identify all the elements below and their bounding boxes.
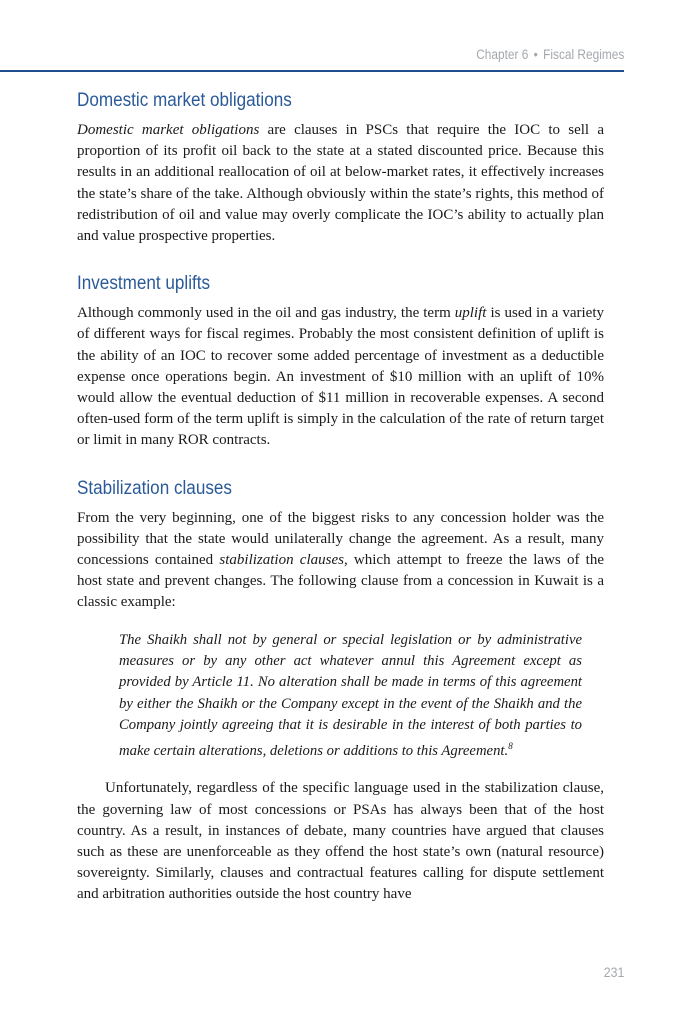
italic-term: Domestic market obligations — [77, 122, 260, 138]
chapter-label: Chapter 6 — [475, 47, 529, 62]
footnote-ref[interactable]: 8 — [508, 741, 513, 752]
page-number: 231 — [603, 964, 624, 980]
quote-text: The Shaikh shall not by general or special legislation or by administrative measures or by any other act whatever annul this Agreement except as provided by Article 11. No alteration shall be made in terms of this agreement by either the Shaikh or the Company except in the event of the Shaikh and the Company jointly agreeing that it is desirable in the interest of both parties to make certain alterations, deletions or additions to this Agreement. — [119, 631, 582, 760]
section-heading: Domestic market obligations — [77, 90, 292, 111]
header-rule — [0, 70, 624, 72]
paragraph-text: From the very beginning, one of the biggest risks to any concession holder was the possibility that the state would unilaterally change the agreement. As a result, many concessions contained — [77, 509, 604, 569]
section-investment-uplifts — [77, 271, 604, 451]
paragraph-text: , which attempt to freeze the laws of the host state and prevent changes. The following clause from a concession in Kuwait is a classic example: — [77, 552, 604, 611]
section-stabilization-clauses — [77, 476, 604, 906]
paragraph: Unfortunately, regardless of the specific language used in the stabilization clause, the governing law of most concessions or PSAs has always been that of the host country. As a result, in instances of debate, many countries have argued that clauses such as these are unenforceable as they offend the host state’s own (natural resource) sovereignty. Similarly, clauses and contractual features calling for dispute settlement and arbitration authorities outside the host country have — [77, 780, 604, 903]
section-domestic-market-obligations — [77, 88, 604, 247]
section-label: Fiscal Regimes — [542, 47, 624, 62]
paragraph-text: are clauses in PSCs that require the IOC to sell a proportion of its profit oil back to the state at a stated discounted price. Because this results in an additional reallocation of oil at below-market rates, it effectively increases the state’s share of the take. Although obviously within the state’s rights, this method of redistribution of oil and value may overly complicate the IOC’s ability to actually plan and value prospective properties. — [77, 122, 604, 245]
running-head — [476, 47, 624, 62]
block-quote — [119, 630, 582, 763]
page-body — [77, 88, 604, 930]
italic-term: uplift — [454, 305, 487, 322]
section-heading: Stabilization clauses — [77, 477, 232, 499]
paragraph-text: is used in a variety of different ways for fiscal regimes. Probably the most consistent definition of uplift is the ability of an IOC to recover some added percentage of investment as a deductible expense once operations begin. An investment of $10 million with an uplift of 10% would allow the eventual deduction of $11 million in recoverable expenses. A second often-used form of the term uplift is simply in the calculation of the rate of return target or limit in many ROR contracts. — [77, 305, 604, 449]
separator-bullet: • — [533, 47, 538, 62]
paragraph-text: Although commonly used in the oil and gas industry, the term — [77, 305, 455, 322]
paragraph — [77, 120, 604, 247]
section-heading: Investment uplifts — [77, 273, 211, 295]
italic-term: stabilization clauses — [219, 552, 344, 569]
paragraph — [77, 303, 604, 451]
paragraph — [77, 508, 604, 614]
